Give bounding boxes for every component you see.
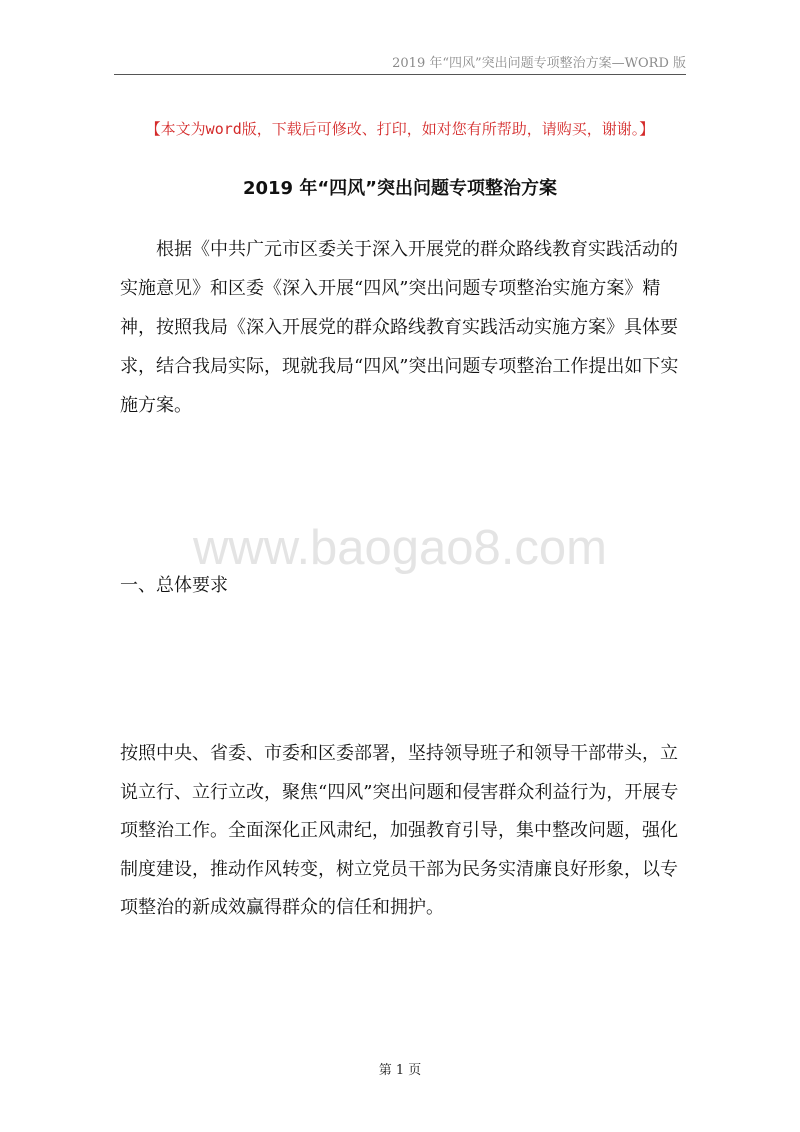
watermark: www.baogao8.com xyxy=(192,521,607,575)
page-number: 第 1 页 xyxy=(378,1063,422,1078)
header-divider xyxy=(114,74,686,75)
intro-paragraph: 根据《中共广元市区委关于深入开展党的群众路线教育实践活动的实施意见》和区委《深入开展“四风”突出问题专项整治实施方案》精神，按照我局《深入开展党的群众路线教育实践活动实施方案》具体要求，结合我局实际，现就我局“四风”突出问题专项整治工作提出如下实施方案。 xyxy=(120,239,679,416)
section-paragraph: 按照中央、省委、市委和区委部署，坚持领导班子和领导干部带头，立说立行、立行立改，聚焦“四风”突出问题和侵害群众利益行为，开展专项整治工作。全面深化正风肃纪，加强教育引导，集中整改问题，强化制度建设，推动作风转变，树立党员干部为民务实清廉良好形象，以专项整治的新成效赢得群众的信任和拥护。 xyxy=(120,743,679,918)
document-title: 2019 年“四风”突出问题专项整治方案 xyxy=(242,178,558,199)
running-header: 2019 年“四风”突出问题专项整治方案—WORD 版 xyxy=(392,56,686,71)
download-notice: 【本文为word版，下载后可修改、打印，如对您有所帮助，请购买，谢谢。】 xyxy=(145,120,655,138)
section-heading: 一、总体要求 xyxy=(120,575,228,596)
